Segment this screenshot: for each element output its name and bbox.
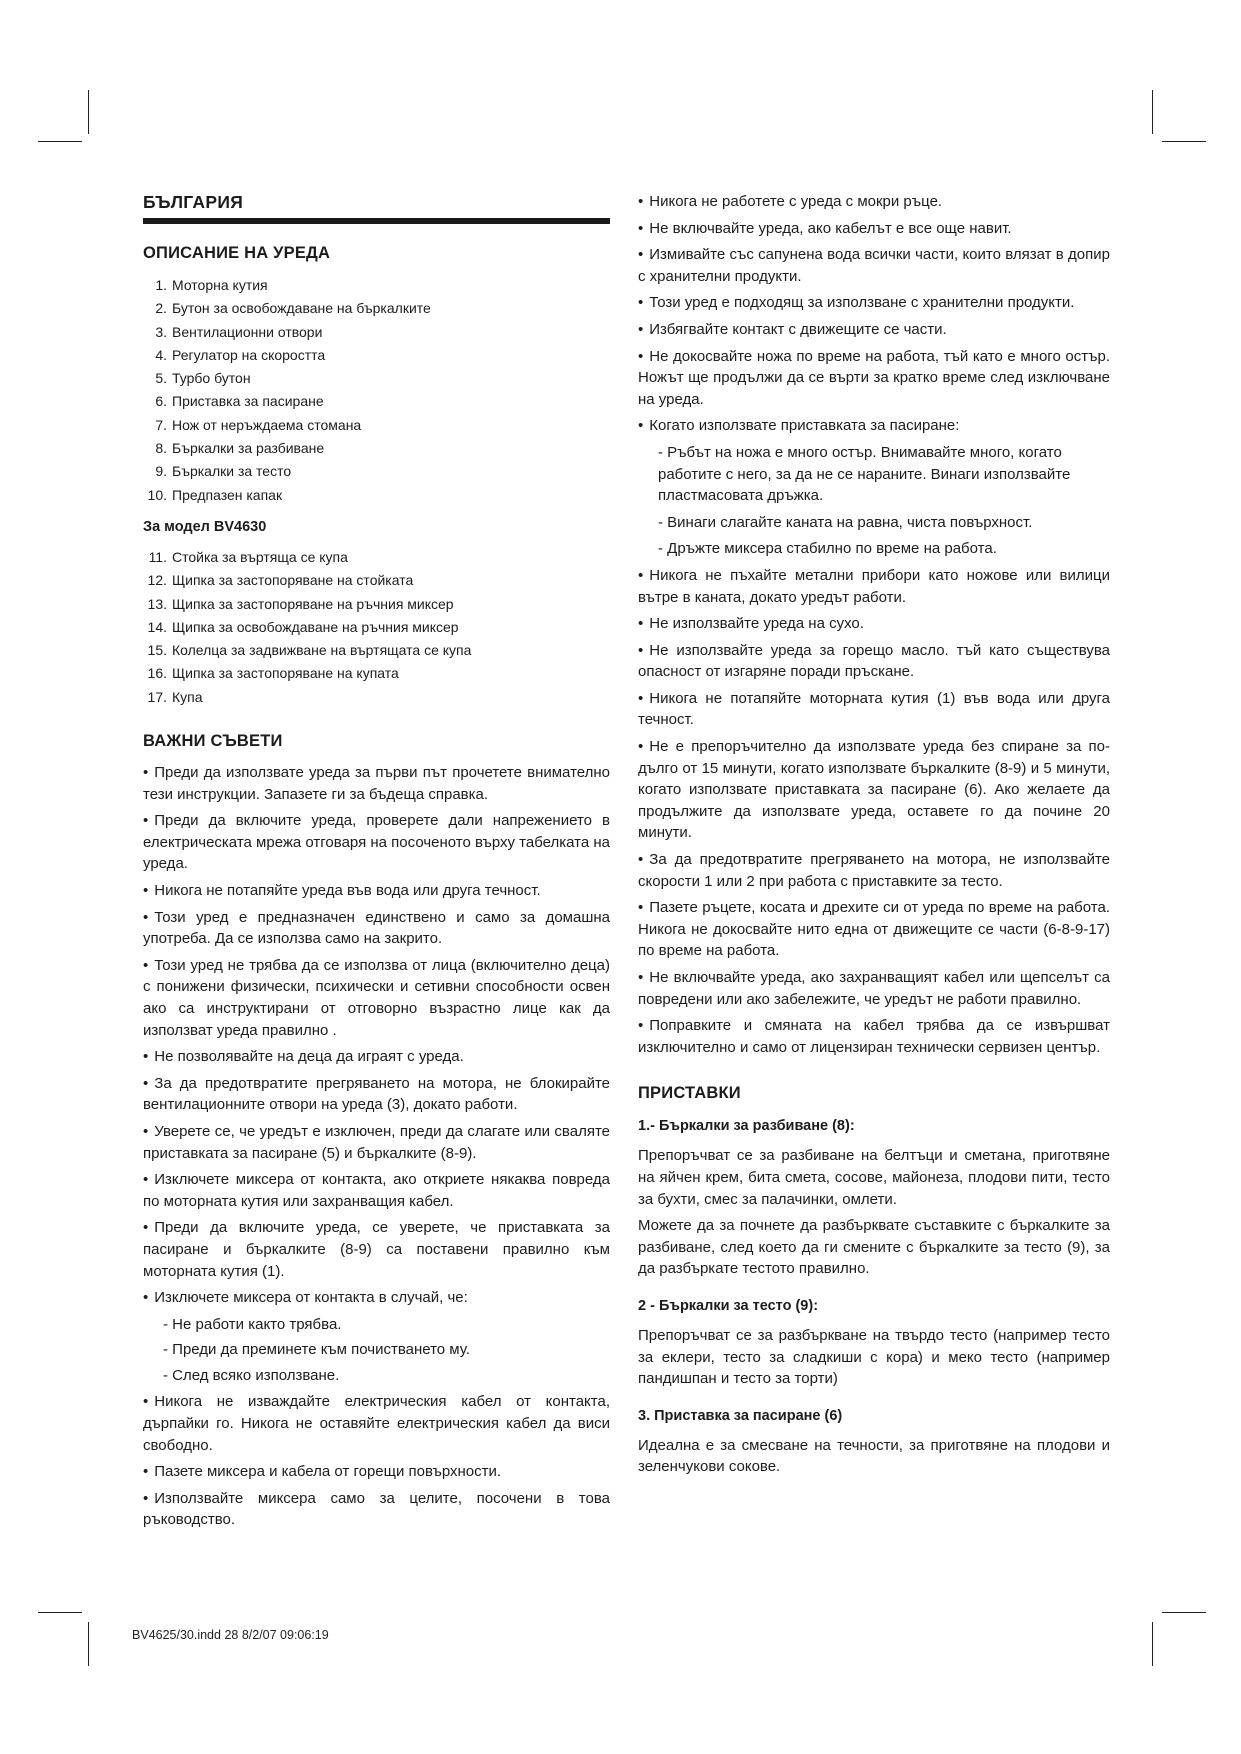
tip-item	[143, 1046, 610, 1068]
tip-item	[638, 292, 1110, 314]
tips-list-continued	[143, 1391, 610, 1531]
bullet-icon: •	[638, 615, 644, 633]
tip-text: Поправките и смяната на кабел трябва да се извършват изключително и само от лицензиран технически сервизен център.	[638, 1017, 1110, 1056]
bullet-icon: •	[143, 956, 149, 974]
tip-text: Преди да използвате уреда за първи път прочетете внимателно тези инструкции. Запазете ги за бъдеща справка.	[143, 764, 610, 803]
tip-item	[143, 762, 610, 805]
whisks-title: 1.- Бъркалки за разбиване (8):	[638, 1118, 855, 1135]
dough-hooks-title: 2 - Бъркалки за тесто (9):	[638, 1297, 819, 1314]
bullet-icon: •	[638, 347, 644, 365]
tip-item	[638, 849, 1110, 892]
bullet-icon: •	[638, 738, 644, 756]
tip-item	[143, 810, 610, 875]
part-label: Предпазен капак	[172, 486, 283, 503]
sub-item: - Дръжте миксера стабилно по време на работа.	[658, 540, 997, 558]
tip-item	[638, 736, 1110, 844]
tip-text: Не включвайте уреда, ако захранващият кабел или щепселът са повредени или ако забележите, че уредът не работи правилно.	[638, 969, 1110, 1008]
part-number: 1.	[155, 277, 167, 293]
tip-text: Този уред е предназначен единствено и само за домашна употреба. Да се използва само на закрито.	[143, 908, 610, 948]
tip-item	[638, 319, 1110, 341]
bullet-icon: •	[638, 566, 644, 584]
part-label: Регулатор на скоростта	[172, 346, 326, 363]
tips-title: ВАЖНИ СЪВЕТИ	[143, 732, 283, 751]
crop-mark	[1152, 1622, 1153, 1666]
crop-mark	[88, 90, 89, 134]
part-item	[143, 297, 610, 320]
tip-text: Когато използвате приставката за пасиране:	[649, 417, 960, 435]
part-number: 4.	[155, 346, 167, 363]
crop-mark	[38, 141, 82, 142]
part-item	[143, 569, 610, 592]
tip-item	[143, 1217, 610, 1282]
bullet-icon: •	[638, 320, 644, 338]
part-item	[143, 593, 610, 616]
tip-item	[638, 565, 1110, 608]
part-item	[143, 321, 610, 344]
bullet-icon: •	[143, 908, 149, 926]
model-parts-list	[143, 546, 610, 709]
bullet-icon: •	[143, 1463, 149, 1481]
crop-mark	[38, 1612, 82, 1613]
part-item	[143, 344, 610, 367]
part-label: Стойка за въртяща се купа	[172, 548, 348, 565]
part-label: Щипка за застопоряване на купата	[172, 665, 399, 682]
part-label: Вентилационни отвори	[172, 323, 323, 340]
tip-text: За да предотвратите прегряването на мотора, не използвайте скорости 1 или 2 при работа с приставките за тесто.	[638, 851, 1110, 890]
bullet-icon: •	[143, 1219, 149, 1237]
part-label: Приставка за пасиране	[172, 393, 324, 410]
parts-list	[143, 274, 610, 507]
tip-item	[143, 1391, 610, 1456]
bullet-icon: •	[638, 969, 644, 986]
part-item	[143, 686, 610, 709]
tip-item	[143, 907, 610, 950]
blender-paragraph: Идеална е за смесване на течности, за приготвяне на плодови и зеленчукови сокове.	[638, 1436, 1110, 1476]
tip-item	[143, 1169, 610, 1212]
tip-text: Изключете миксера от контакта в случай, че:	[154, 1289, 468, 1307]
tip-item	[638, 897, 1110, 962]
tip-text: Избягвайте контакт с движещите се части.	[649, 320, 947, 338]
bullet-icon: •	[638, 219, 644, 237]
part-item	[143, 274, 610, 297]
tip-item	[143, 1121, 610, 1164]
bullet-icon: •	[143, 1489, 149, 1507]
tip-text: Не е препоръчително да използвате уреда без спиране за по-дълго от 15 минути, когато използвате бъркалките (8-9) и 5 минути, когато използвате приставката за пасиране (6). Ако желаете да продължите да използвате уреда, оставете го да почине 20 минути.	[638, 738, 1110, 842]
tip-item	[638, 613, 1110, 635]
tip-text: Този уред е подходящ за използване с хранителни продукти.	[649, 294, 1075, 312]
bullet-icon: •	[638, 689, 644, 707]
sub-item: - Преди да преминете към почистването му.	[163, 1341, 470, 1359]
tip-text: Никога не потапяйте моторната кутия (1) във вода или друга течност.	[638, 689, 1110, 729]
part-item	[143, 546, 610, 569]
part-item	[143, 662, 610, 685]
bullet-icon: •	[638, 641, 644, 659]
tip-text: Не използвайте уреда на сухо.	[649, 615, 864, 633]
bullet-icon: •	[638, 1017, 644, 1035]
tip-text: Пазете миксера и кабела от горещи повърхности.	[154, 1463, 502, 1481]
part-number: 10.	[147, 486, 167, 503]
attachments-title: ПРИСТАВКИ	[638, 1084, 741, 1103]
tip-text: Преди да включите уреда, се уверете, че приставката за пасиране и бъркалките (8-9) са поставени правилно към моторната кутия (1).	[143, 1219, 610, 1280]
part-number: 6.	[155, 393, 167, 410]
tip-text: Не включвайте уреда, ако кабелът е все още навит.	[649, 219, 1012, 237]
part-label: Щипка за освобождаване на ръчния миксер	[172, 618, 459, 635]
tip-item	[638, 346, 1110, 411]
tip-item	[638, 244, 1110, 287]
tip-item	[143, 1461, 610, 1483]
part-number: 2.	[155, 300, 167, 317]
tip-item	[143, 880, 610, 902]
whisks-paragraph: Препоръчват се за разбиване на белтъци и сметана, приготвяне на яйчен крем, бита смета, сосове, майонеза, плодови пити, тесто за бухти, смес за палачинки, омлети.	[638, 1147, 1110, 1208]
part-number: 17.	[147, 688, 167, 705]
part-item	[143, 437, 610, 460]
part-item	[143, 616, 610, 639]
sub-item: - Ръбът на ножа е много остър. Внимавайте много, когато работите с него, за да не се нараните. Винаги използвайте пластмасовата дръжка.	[658, 443, 1071, 505]
part-number: 16.	[147, 665, 167, 682]
bullet-icon: •	[143, 1171, 149, 1189]
tips-list-right-continued	[638, 565, 1110, 1058]
tip-text: Измивайте със сапунена вода всички части, които влязат в допир с хранителни продукти.	[638, 246, 1110, 285]
dough-hooks-paragraph: Препоръчват се за разбъркване на твърдо тесто (например тесто за еклери, тесто за сладкиши с кора) и меко тесто (например пандишпан и тесто за торти)	[638, 1326, 1110, 1388]
tip-text: За да предотвратите прегряването на мотора, не блокирайте вентилационните отвори на уреда (3), докато работи.	[143, 1074, 610, 1114]
part-number: 8.	[155, 440, 167, 457]
crop-mark	[1162, 141, 1206, 142]
bullet-icon: •	[143, 1393, 149, 1411]
tip-item	[638, 415, 1110, 437]
country-heading: БЪЛГАРИЯ	[143, 192, 244, 212]
crop-mark	[88, 1622, 89, 1666]
tip-text: Използвайте миксера само за целите, посочени в това ръководство.	[143, 1489, 610, 1529]
bullet-icon: •	[143, 1289, 149, 1307]
bullet-icon: •	[638, 899, 644, 917]
crop-mark	[1152, 90, 1153, 134]
tip-text: Никога не потапяйте уреда във вода или друга течност.	[154, 882, 541, 900]
heading-rule	[143, 218, 610, 224]
tip-text: Не позволявайте на деца да играят с уреда.	[154, 1048, 464, 1066]
tip-item	[638, 191, 1110, 213]
blender-cases-list	[638, 442, 1110, 560]
whisks-paragraph-2: Можете да за почнете да разбърквате съставките с бъркалките за разбиване, след което да ги смените с бъркалките за тесто (9), за да разбъркате тестото правилно.	[638, 1217, 1110, 1278]
tip-item	[143, 1488, 610, 1531]
bullet-icon: •	[638, 417, 644, 435]
bullet-icon: •	[638, 246, 644, 264]
bullet-icon: •	[143, 812, 149, 830]
bullet-icon: •	[143, 764, 149, 782]
tip-item	[638, 967, 1110, 1010]
part-number: 7.	[155, 416, 167, 433]
part-number: 13.	[147, 595, 167, 612]
part-item	[143, 414, 610, 437]
bullet-icon: •	[143, 1048, 149, 1066]
part-item	[143, 367, 610, 390]
sub-item: - Не работи както трябва.	[163, 1315, 342, 1333]
tip-text: Уверете се, че уредът е изключен, преди да слагате или сваляте приставката за пасиране (5) и бъркалките (8-9).	[143, 1122, 610, 1162]
part-item	[143, 390, 610, 413]
tip-text: Не докосвайте ножа по време на работа, тъй като е много остър. Ножът ще продължи да се върти за кратко време след изключване на уреда.	[638, 347, 1110, 408]
tip-item	[143, 1287, 610, 1309]
tip-text: Никога не пъхайте метални прибори като ножове или вилици вътре в каната, докато уредът работи.	[638, 566, 1110, 606]
bullet-icon: •	[638, 294, 644, 312]
tip-text: Никога не работете с уреда с мокри ръце.	[649, 193, 943, 210]
part-label: Турбо бутон	[172, 370, 251, 387]
part-number: 9.	[155, 463, 167, 480]
tip-text: Този уред не трябва да се използва от лица (включително деца) с понижени физически, психически и сетивни способности освен ако са инструктирани от отговорно възрастно лице как да използват уреда правилно .	[143, 956, 610, 1039]
part-number: 11.	[148, 548, 167, 565]
part-item	[143, 484, 610, 507]
part-label: Купа	[172, 688, 203, 705]
bullet-icon: •	[143, 1074, 149, 1092]
bullet-icon: •	[638, 193, 644, 210]
tip-text: Не използвайте уреда за горещо масло. тъй като съществува опасност от изгаряне поради пръскане.	[638, 641, 1110, 681]
tip-text: Преди да включите уреда, проверете дали напрежението в електрическата мрежа отговаря на посоченото върху табелката на уреда.	[143, 812, 610, 873]
part-number: 3.	[155, 323, 167, 340]
bullet-icon: •	[638, 851, 644, 869]
right-column	[638, 191, 1110, 1483]
sub-item: - Винаги слагайте каната на равна, чиста повърхност.	[658, 513, 1033, 531]
description-title: ОПИСАНИЕ НА УРЕДА	[143, 244, 331, 262]
blender-title: 3. Приставка за пасиране (6)	[638, 1407, 843, 1424]
tips-list	[143, 762, 610, 1309]
unplug-cases-list	[143, 1314, 610, 1387]
tip-text: Пазете ръцете, косата и дрехите си от уреда по време на работа. Никога не докосвайте нито една от движещите се части (6-8-9-17) по време на работа.	[638, 899, 1110, 960]
part-number: 14.	[147, 618, 167, 635]
part-label: Бутон за освобождаване на бъркалките	[172, 300, 431, 317]
part-label: Бъркалки за тесто	[172, 463, 292, 480]
part-label: Щипка за застопоряване на ръчния миксер	[172, 595, 454, 612]
part-number: 12.	[147, 572, 167, 589]
part-label: Колелца за задвижване на въртящата се купа	[172, 642, 472, 659]
tips-list-right	[638, 191, 1110, 437]
left-column	[143, 190, 610, 1536]
model-title: За модел BV4630	[143, 518, 267, 535]
print-footer: BV4625/30.indd 28 8/2/07 09:06:19	[132, 1628, 329, 1642]
part-label: Моторна кутия	[172, 277, 268, 293]
part-number: 15.	[147, 642, 167, 659]
part-label: Бъркалки за разбиване	[172, 440, 325, 457]
part-label: Щипка за застопоряване на стойката	[172, 572, 414, 589]
crop-mark	[1162, 1612, 1206, 1613]
part-label: Нож от неръждаема стомана	[172, 416, 362, 433]
part-item	[143, 639, 610, 662]
tip-item	[638, 1015, 1110, 1058]
tip-item	[143, 955, 610, 1041]
tip-item	[143, 1073, 610, 1116]
tip-text: Никога не изваждайте електрическия кабел от контакта, дърпайки го. Никога не оставяйте електрическия кабел да виси свободно.	[143, 1393, 610, 1454]
tip-item	[638, 218, 1110, 240]
sub-item: - След всяко използване.	[163, 1366, 340, 1384]
tip-item	[638, 640, 1110, 683]
tip-item	[638, 688, 1110, 731]
tip-text: Изключете миксера от контакта, ако откриете някаква повреда по моторната кутия или захранващия кабел.	[143, 1171, 610, 1210]
bullet-icon: •	[143, 1122, 149, 1140]
part-number: 5.	[155, 370, 167, 387]
bullet-icon: •	[143, 882, 149, 900]
part-item	[143, 460, 610, 483]
